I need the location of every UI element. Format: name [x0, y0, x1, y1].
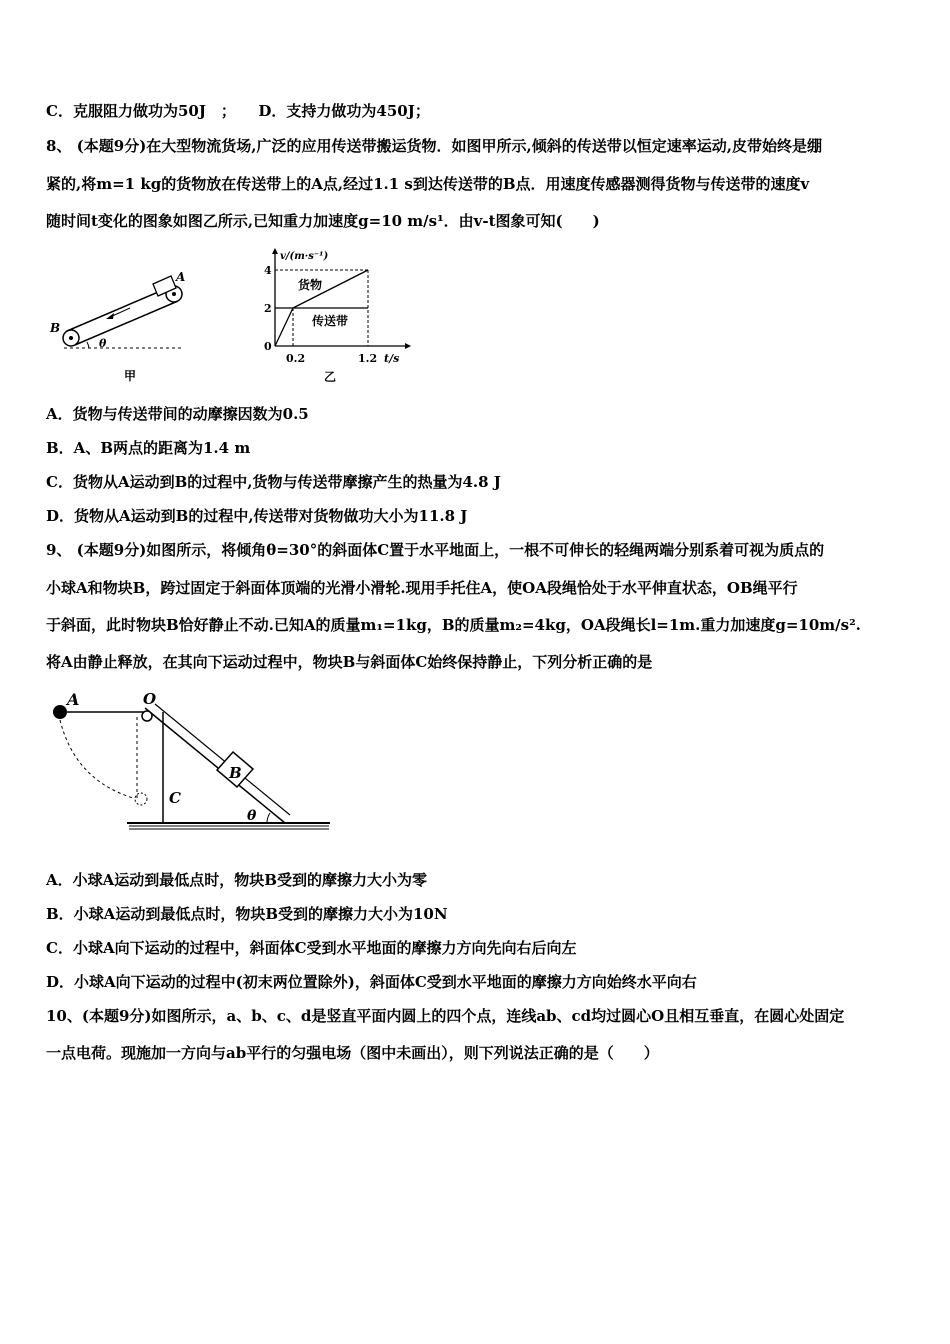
- angle-theta: θ: [247, 808, 257, 824]
- q9-stem-line-2: 小球A和物块B，跨过固定于斜面体顶端的光滑小滑轮.现用手托住A，使OA段绳恰处于水平伸直状态，OB绳平行: [46, 579, 798, 597]
- q8-stem-line-3: 随时间t变化的图象如图乙所示,已知重力加速度g=10 m/s¹．由v-t图象可知( ): [46, 212, 600, 230]
- q8-conveyor-figure: [44, 262, 194, 387]
- x-tick-0.2: 0.2: [286, 352, 306, 365]
- q9-option-a: A．小球A运动到最低点时，物块B受到的摩擦力大小为零: [46, 871, 427, 889]
- q9-option-c: C．小球A向下运动的过程中，斜面体C受到水平地面的摩擦力方向先向右后向左: [46, 939, 577, 957]
- label-b: B: [229, 764, 242, 782]
- label-a: A: [176, 270, 186, 284]
- q10-stem-line-2: 一点电荷。现施加一方向与ab平行的匀强电场（图中未画出），则下列说法正确的是（ ）: [46, 1044, 659, 1062]
- q8-option-b: B．A、B两点的距离为1.4 m: [46, 439, 251, 457]
- label-a: A: [67, 690, 80, 709]
- q8-vt-graph: [250, 244, 415, 389]
- q8-option-d: D．货物从A运动到B的过程中,传送带对货物做功大小为11.8 J: [46, 507, 468, 525]
- label-c: C: [169, 789, 181, 807]
- x-tick-1.2: 1.2: [358, 352, 378, 365]
- q9-stem-line-4: 将A由静止释放，在其向下运动过程中，物块B与斜面体C始终保持静止，下列分析正确的是: [46, 653, 653, 671]
- label-belt: 传送带: [312, 314, 349, 328]
- x-axis-label: t/s: [384, 352, 400, 365]
- angle-theta: θ: [99, 337, 107, 350]
- q9-stem-line-3: 于斜面，此时物块B恰好静止不动.已知A的质量m₁=1kg，B的质量m₂=4kg，OA段绳长l=1m.重力加速度g=10m/s².: [46, 616, 861, 634]
- q10-stem-line-1: 10、(本题9分)如图所示，a、b、c、d是竖直平面内圆上的四个点，连线ab、cd均过圆心O且相互垂直，在圆心处固定: [46, 1007, 845, 1025]
- prev-options-line: C．克服阻力做功为50J ； D．支持力做功为450J；: [46, 102, 430, 120]
- y-tick-2: 2: [264, 302, 272, 315]
- label-goods: 货物: [298, 278, 323, 292]
- q9-stem-line-1: 9、 (本题9分)如图所示，将倾角θ=30°的斜面体C置于水平地面上，一根不可伸长的轻绳两端分别系着可视为质点的: [46, 541, 825, 559]
- caption-jia: 甲: [124, 369, 137, 383]
- q9-option-b: B．小球A运动到最低点时，物块B受到的摩擦力大小为10N: [46, 905, 448, 923]
- q8-option-c: C．货物从A运动到B的过程中,货物与传送带摩擦产生的热量为4.8 J: [46, 473, 501, 491]
- caption-yi: 乙: [324, 370, 337, 384]
- y-tick-0: 0: [264, 340, 272, 353]
- y-axis-label: v/(m·s⁻¹): [280, 251, 329, 262]
- q8-stem-line-1: 8、 (本题9分)在大型物流货场,广泛的应用传送带搬运货物．如图甲所示,倾斜的传送带以恒定速率运动,皮带始终是绷: [46, 137, 822, 155]
- label-b: B: [50, 321, 61, 335]
- q9-incline-figure: [45, 690, 340, 840]
- q9-option-d: D．小球A向下运动的过程中(初末两位置除外)，斜面体C受到水平地面的摩擦力方向始终水平向右: [46, 973, 697, 991]
- label-o: O: [143, 690, 157, 708]
- q8-stem-line-2: 紧的,将m=1 kg的货物放在传送带上的A点,经过1.1 s到达传送带的B点．用速度传感器测得货物与传送带的速度v: [46, 175, 810, 193]
- q8-option-a: A．货物与传送带间的动摩擦因数为0.5: [46, 405, 309, 423]
- y-tick-4: 4: [264, 264, 272, 277]
